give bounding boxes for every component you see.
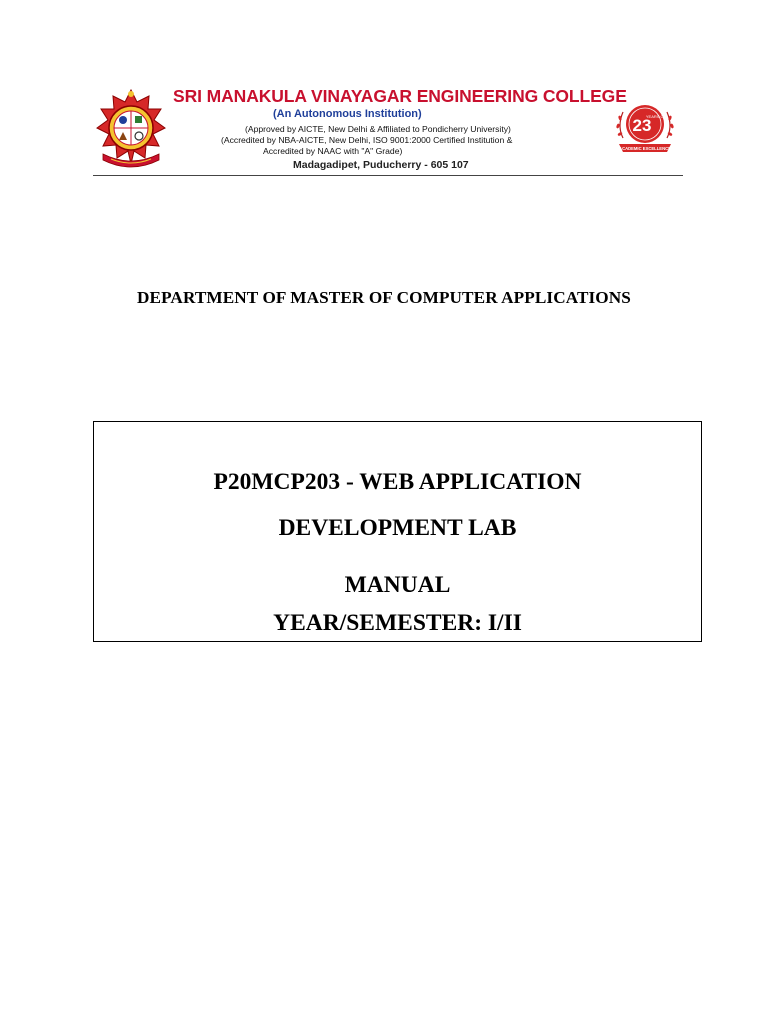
anniversary-badge-icon [613, 98, 677, 160]
course-title-continued: DEVELOPMENT LAB [278, 515, 517, 541]
badge-caption: ACADEMIC EXCELLENCE [619, 146, 671, 151]
badge-small-text: YEARS OF [645, 114, 667, 119]
approval-line: (Accredited by NBA-AICTE, New Delhi, ISO 9001:2000 Certified Institution & [221, 135, 513, 145]
year-semester: YEAR/SEMESTER: I/II [273, 610, 522, 636]
badge-number: 23 [632, 116, 652, 135]
department-heading: DEPARTMENT OF MASTER OF COMPUTER APPLICATIONS [137, 288, 631, 307]
college-address: Madagadipet, Puducherry - 605 107 [293, 159, 469, 171]
letterhead-divider [93, 175, 683, 176]
college-name: SRI MANAKULA VINAYAGAR ENGINEERING COLLEGE [173, 86, 627, 106]
title-box [93, 421, 702, 642]
approval-line: (Approved by AICTE, New Delhi & Affiliated to Pondicherry University) [245, 124, 511, 134]
course-code-title: P20MCP203 - WEB APPLICATION [213, 469, 582, 495]
institution-status: (An Autonomous Institution) [273, 108, 422, 120]
document-type: MANUAL [344, 572, 451, 598]
letterhead [93, 84, 683, 176]
college-emblem-icon [93, 88, 169, 170]
approval-line: Accredited by NAAC with "A" Grade) [263, 146, 403, 156]
